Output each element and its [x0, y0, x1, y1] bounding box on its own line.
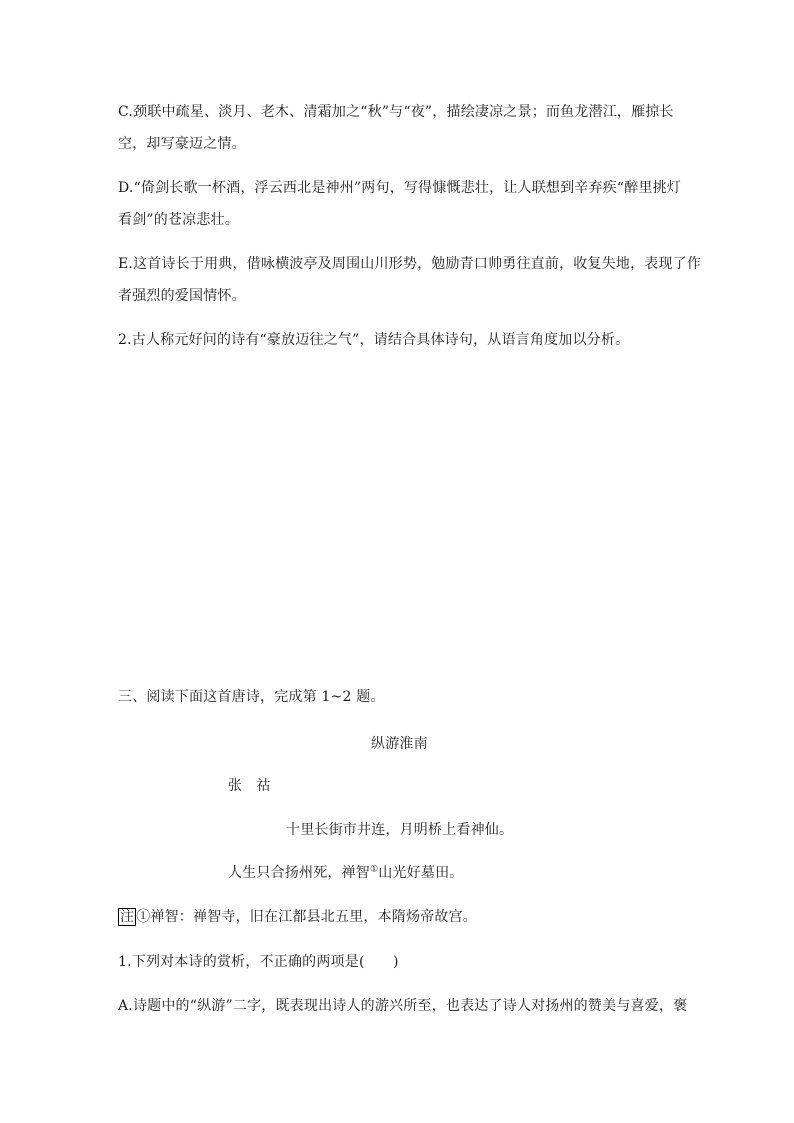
- poem-line-2-part-a: 人生只合扬州死，禅智: [228, 865, 370, 881]
- option-c-line1: C.颈联中疏星、淡月、老木、清霜加之“秋”与“夜”，描绘凄凉之景；而鱼龙潜江，雁掠长: [118, 104, 674, 120]
- poem-title: 纵游淮南: [371, 736, 428, 752]
- poem-line-2-part-b: 山光好墓田。: [378, 865, 464, 881]
- question-2: 2.古人称元好问的诗有“豪放迈往之气”，请结合具体诗句，从语言角度加以分析。: [118, 332, 630, 348]
- poem-line-1: 十里长街市井连，月明桥上看神仙。: [286, 822, 514, 838]
- question-1: 1.下列对本诗的赏析，不正确的两项是( ): [118, 954, 399, 970]
- poem-author: 张 祜: [228, 778, 271, 794]
- option-a-line1: A.诗题中的“纵游”二字，既表现出诗人的游兴所至，也表达了诗人对扬州的赞美与喜爱，褒: [118, 998, 688, 1014]
- option-c-line2: 空，却写豪迈之情。: [118, 136, 246, 152]
- option-e-line2: 者强烈的爱国情怀。: [118, 288, 246, 304]
- annotation-text: ①禅智：禅智寺，旧在江都县北五里，本隋炀帝故宫。: [136, 909, 478, 925]
- option-e-line1: E.这首诗长于用典，借咏横波亭及周围山川形势，勉励青口帅勇往直前，收复失地，表现了作: [118, 256, 702, 272]
- option-d-line1: D.“倚剑长歌一杯酒，浮云西北是神州”两句，写得慷慨悲壮，让人联想到辛弃疾“醉里挑灯: [118, 180, 682, 196]
- section-3-heading: 三、阅读下面这首唐诗，完成第 1~2 题。: [118, 689, 385, 705]
- annotation-label: 注: [120, 909, 135, 925]
- footnote-marker: ①: [370, 864, 379, 875]
- poem-line-2: [228, 863, 463, 883]
- option-d-line2: 看剑”的苍凉悲壮。: [118, 212, 239, 228]
- annotation: [118, 907, 477, 927]
